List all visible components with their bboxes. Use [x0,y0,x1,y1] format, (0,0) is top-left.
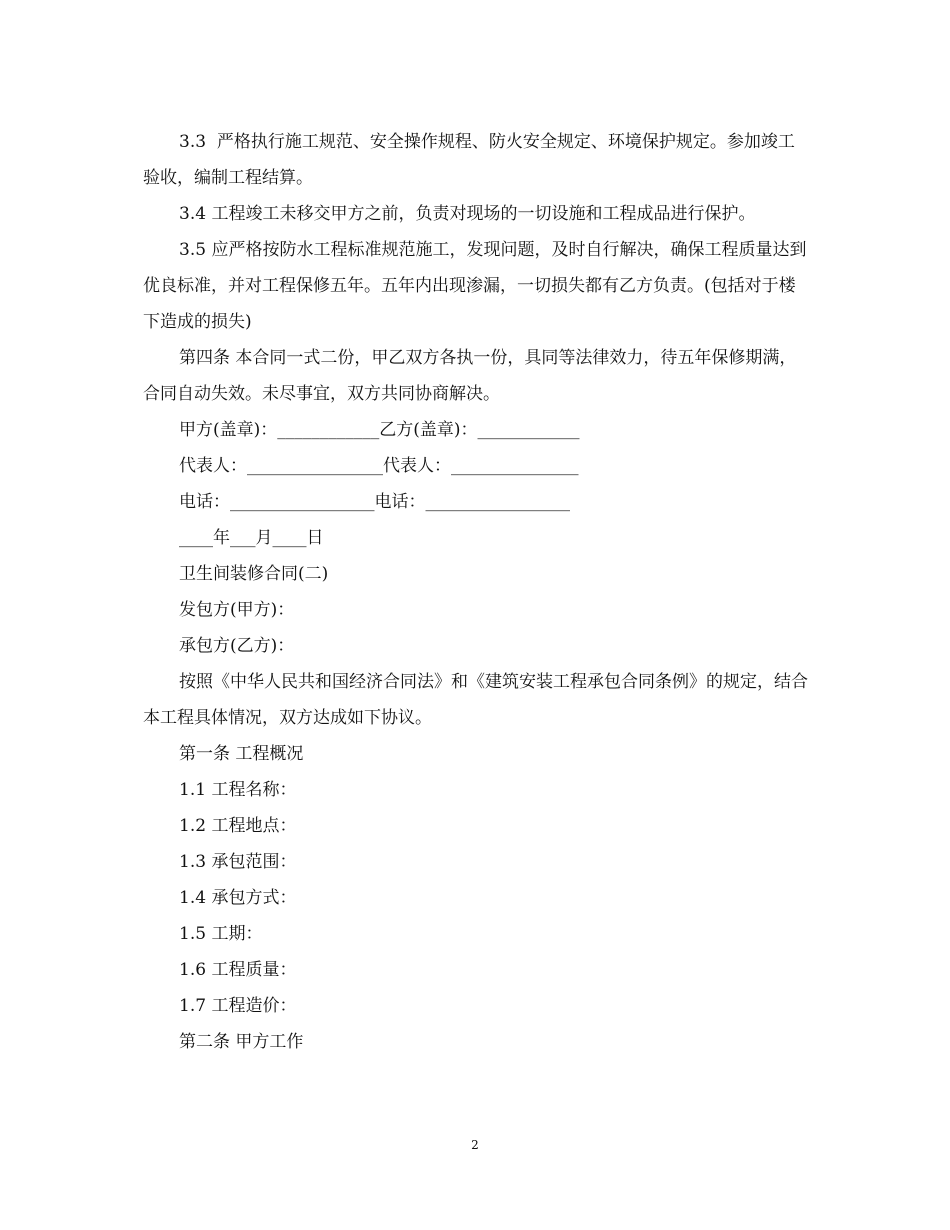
item-1-7: 1.7 工程造价： [179,996,297,1016]
paragraph-3-3: 3.3 严格执行施工规范、安全操作规程、防火安全规定、环境保护规定。参加竣工验收，编制工程结算。 [143,132,795,188]
item-1-5: 1.5 工期： [179,924,263,944]
paragraph-3-5: 3.5 应严格按防水工程标准规范施工，发现问题，及时自行解决，确保工程质量达到优良标准，并对工程保修五年。五年内出现渗漏，一切损失都有乙方负责。(包括对于楼下造成的损失) [143,240,807,332]
signature-seal-line: 甲方(盖章)：____________乙方(盖章)：____________ [179,420,580,440]
item-1-2: 1.2 工程地点： [179,816,297,836]
item-1-4: 1.4 承包方式： [179,888,297,908]
signature-phone-line: 电话：_________________电话：_________________ [179,492,570,512]
page-number: 2 [471,1138,479,1152]
paragraph-article-4: 第四条 本合同一式二份，甲乙双方各执一份，具同等法律效力，待五年保修期满，合同自动失效。未尽事宜，双方共同协商解决。 [143,348,797,404]
signature-representative-line: 代表人：________________代表人：_______________ [179,456,579,476]
item-1-1: 1.1 工程名称： [179,780,297,800]
article-2-heading: 第二条 甲方工作 [179,1032,304,1052]
preamble-paragraph: 按照《中华人民共和国经济合同法》和《建筑安装工程承包合同条例》的规定，结合本工程具体情况，双方达成如下协议。 [143,672,808,728]
signature-date-line: ____年___月____日 [179,528,324,548]
party-a-line: 发包方(甲方)： [179,600,295,620]
item-1-3: 1.3 承包范围： [179,852,297,872]
document-body [143,124,808,1060]
item-1-6: 1.6 工程质量： [179,960,297,980]
paragraph-3-4: 3.4 工程竣工未移交甲方之前，负责对现场的一切设施和工程成品进行保护。 [179,204,756,224]
contract-title: 卫生间装修合同(二) [179,564,329,584]
article-1-heading: 第一条 工程概况 [179,744,304,764]
party-b-line: 承包方(乙方)： [179,636,295,656]
